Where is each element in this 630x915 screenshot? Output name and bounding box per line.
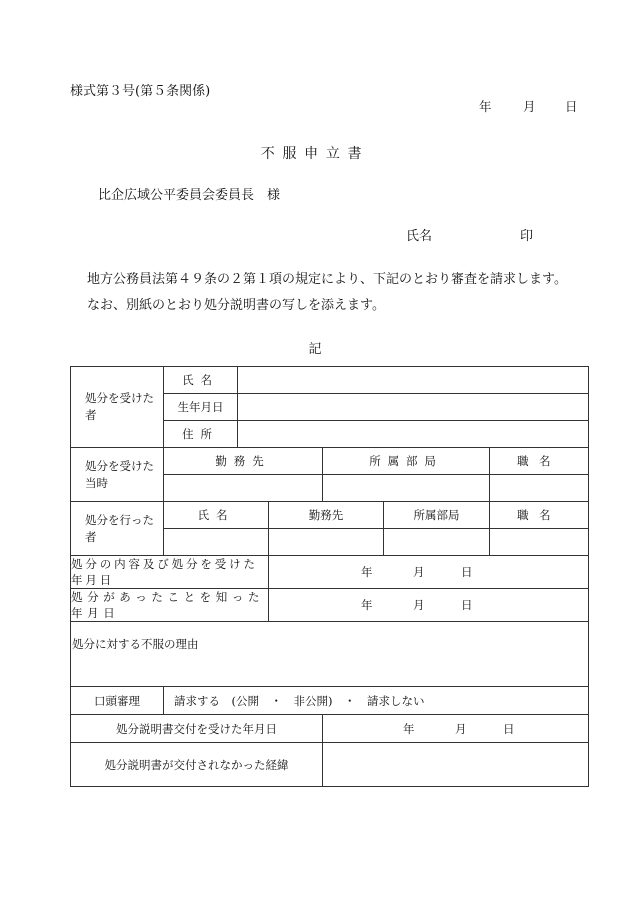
knew-date-field[interactable] xyxy=(269,589,589,622)
knew-date-month: 月 xyxy=(413,598,425,612)
recipient-label: 処分を受けた者 xyxy=(71,367,164,448)
table-row xyxy=(71,448,589,475)
date-year: 年 xyxy=(479,99,492,114)
recipient-birthdate-field[interactable] xyxy=(238,394,589,421)
recipient-name-label: 氏名 xyxy=(164,367,238,394)
content-date-field[interactable] xyxy=(269,556,589,589)
actor-name-field[interactable] xyxy=(164,529,269,556)
at-time-workplace-field[interactable] xyxy=(164,475,323,502)
actor-workplace-field[interactable] xyxy=(269,529,384,556)
form-number: 様式第３号(第５条関係) xyxy=(70,84,211,99)
knew-date-label: 処分があったことを知った年月日 xyxy=(71,589,269,622)
actor-department-label: 所属部局 xyxy=(384,502,490,529)
body-text-line1: 地方公務員法第４９条の２第１項の規定により、下記のとおり審査を請求します。 xyxy=(87,272,567,287)
at-time-position-label: 職名 xyxy=(490,448,589,475)
actor-name-label: 氏名 xyxy=(164,502,269,529)
actor-label: 処分を行った者 xyxy=(71,502,164,556)
oral-hearing-label: 口頭審理 xyxy=(71,687,164,715)
document-title: 不服申立書 xyxy=(260,146,370,162)
recipient-birthdate-label: 生年月日 xyxy=(164,394,238,421)
statement-date-year: 年 xyxy=(403,721,415,736)
at-time-department-label: 所属部局 xyxy=(323,448,490,475)
appeal-form-table xyxy=(70,366,589,787)
name-label: 氏名 xyxy=(406,229,433,244)
table-row xyxy=(71,743,589,787)
content-date-month: 月 xyxy=(413,565,425,579)
recipient-address-field[interactable] xyxy=(238,421,589,448)
statement-date-field[interactable] xyxy=(323,715,589,743)
reason-field[interactable] xyxy=(71,622,589,687)
ki-heading: 記 xyxy=(308,342,322,357)
not-delivered-label: 処分説明書が交付されなかった経緯 xyxy=(71,743,323,787)
at-time-department-field[interactable] xyxy=(323,475,490,502)
table-row xyxy=(71,589,589,622)
knew-date-day: 日 xyxy=(461,598,473,612)
table-row xyxy=(71,622,589,687)
seal-mark: 印 xyxy=(520,229,534,244)
statement-date-day: 日 xyxy=(503,721,515,736)
content-date-day: 日 xyxy=(461,565,473,579)
knew-date-year: 年 xyxy=(361,598,373,612)
content-date-year: 年 xyxy=(361,565,373,579)
recipient-address-label: 住所 xyxy=(164,421,238,448)
statement-date-label: 処分説明書交付を受けた年月日 xyxy=(71,715,323,743)
at-time-workplace-label: 勤務先 xyxy=(164,448,323,475)
recipient-name-field[interactable] xyxy=(238,367,589,394)
signature-line xyxy=(406,229,533,245)
table-row xyxy=(71,367,589,394)
addressee: 比企広域公平委員会委員長 様 xyxy=(98,188,281,203)
not-delivered-field[interactable] xyxy=(323,743,589,787)
table-row xyxy=(71,556,589,589)
date-month: 月 xyxy=(523,99,536,114)
statement-date-month: 月 xyxy=(455,721,467,736)
actor-department-field[interactable] xyxy=(384,529,490,556)
oral-hearing-options[interactable]: 請求する (公開 ・ 非公開) ・ 請求しない xyxy=(164,687,589,715)
at-time-label: 処分を受けた当時 xyxy=(71,448,164,502)
table-row xyxy=(71,687,589,715)
actor-position-field[interactable] xyxy=(490,529,589,556)
at-time-position-field[interactable] xyxy=(490,475,589,502)
actor-workplace-label: 勤務先 xyxy=(269,502,384,529)
reason-label: 処分に対する不服の理由 xyxy=(72,637,199,651)
table-row xyxy=(71,502,589,529)
table-row xyxy=(71,715,589,743)
date-day: 日 xyxy=(565,99,578,114)
content-date-label: 処分の内容及び処分を受けた年月日 xyxy=(71,556,269,589)
actor-position-label: 職名 xyxy=(490,502,589,529)
body-text-line2: なお、別紙のとおり処分説明書の写しを添えます。 xyxy=(87,298,385,313)
submission-date xyxy=(479,99,578,114)
